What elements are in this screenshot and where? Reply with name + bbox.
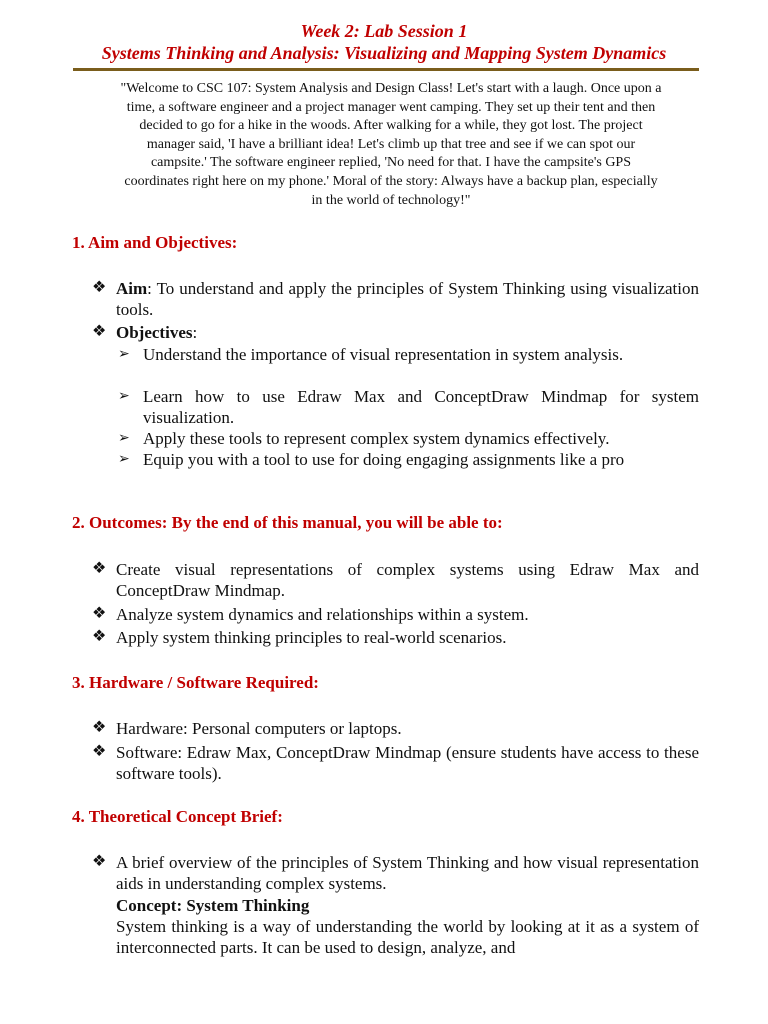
objectives-label: Objectives <box>116 323 193 342</box>
lab-topic-title: Systems Thinking and Analysis: Visualizing and Mapping System Dynamics <box>101 43 667 63</box>
outcome-item <box>92 559 699 601</box>
requirement-text: Software: Edraw Max, ConceptDraw Mindmap (ensure students have access to these software tools). <box>116 743 699 783</box>
section-heading-outcomes: 2. Outcomes: By the end of this manual, you will be able to: <box>72 513 503 532</box>
objective-item <box>118 449 699 470</box>
diamond-bullet-icon: ❖ <box>92 560 107 577</box>
outcome-text: Apply system thinking principles to real-world scenarios. <box>116 628 507 647</box>
header-divider <box>73 68 699 71</box>
section-heading-theory: 4. Theoretical Concept Brief: <box>72 807 283 826</box>
requirement-text: Hardware: Personal computers or laptops. <box>116 719 402 738</box>
objective-text: Apply these tools to represent complex system dynamics effectively. <box>143 429 610 448</box>
diamond-bullet-icon: ❖ <box>92 719 107 736</box>
aim-label: Aim <box>116 279 148 298</box>
objectives-item <box>92 322 699 343</box>
diamond-bullet-icon: ❖ <box>92 605 107 622</box>
outcome-text: Create visual representations of complex systems using Edraw Max and ConceptDraw Mindmap. <box>116 560 699 600</box>
requirement-item <box>92 718 699 739</box>
concept-text: System thinking is a way of understanding the world by looking at it as a system of interconnected parts. It can be used to design, analyze, and <box>116 917 699 957</box>
intro-quote: "Welcome to CSC 107: System Analysis and Design Class! Let's start with a laugh. Once upon a time, a software engineer and a project manager went camping. They set up their tent and then decided to go for a hike in the woods. After walking for a while, they got lost. The project manager said, 'I have a brilliant idea! Let's climb up that tree and see if we can spot our campsite.' The software engineer replied, 'No need for that. I have the campsite's GPS coordinates right here on my phone.' Moral of the story: Always have a backup plan, especially in the world of technology!" <box>120 81 662 208</box>
section-heading-hardware: 3. Hardware / Software Required: <box>72 673 319 692</box>
diamond-bullet-icon: ❖ <box>92 323 107 340</box>
arrow-bullet-icon: ➢ <box>118 431 130 446</box>
objective-item <box>118 428 699 449</box>
arrow-bullet-icon: ➢ <box>118 452 130 467</box>
objectives-colon: : <box>192 323 198 342</box>
objective-text: Understand the importance of visual representation in system analysis. <box>143 345 624 364</box>
aim-text: : To understand and apply the principles of System Thinking using visualization tools. <box>116 279 699 319</box>
lab-session-title: Week 2: Lab Session 1 <box>300 21 468 41</box>
diamond-bullet-icon: ❖ <box>92 853 107 870</box>
objective-text: Learn how to use Edraw Max and ConceptDraw Mindmap for system visualization. <box>143 387 699 427</box>
objective-item <box>118 386 699 428</box>
aim-item <box>92 278 699 320</box>
requirement-item <box>92 742 699 784</box>
diamond-bullet-icon: ❖ <box>92 743 107 760</box>
concept-title: Concept: System Thinking <box>116 896 310 915</box>
diamond-bullet-icon: ❖ <box>92 628 107 645</box>
objective-item <box>118 344 699 365</box>
arrow-bullet-icon: ➢ <box>118 347 130 362</box>
section-heading-aim: 1. Aim and Objectives: <box>72 233 238 252</box>
outcome-item <box>92 627 699 648</box>
diamond-bullet-icon: ❖ <box>92 279 107 296</box>
theory-text: A brief overview of the principles of System Thinking and how visual representation aids in understanding complex systems. <box>116 853 699 893</box>
objective-text: Equip you with a tool to use for doing engaging assignments like a pro <box>143 450 625 469</box>
outcome-text: Analyze system dynamics and relationships within a system. <box>116 605 529 624</box>
theory-item <box>92 852 699 894</box>
arrow-bullet-icon: ➢ <box>118 389 130 404</box>
outcome-item <box>92 604 699 625</box>
page-header <box>0 20 768 64</box>
